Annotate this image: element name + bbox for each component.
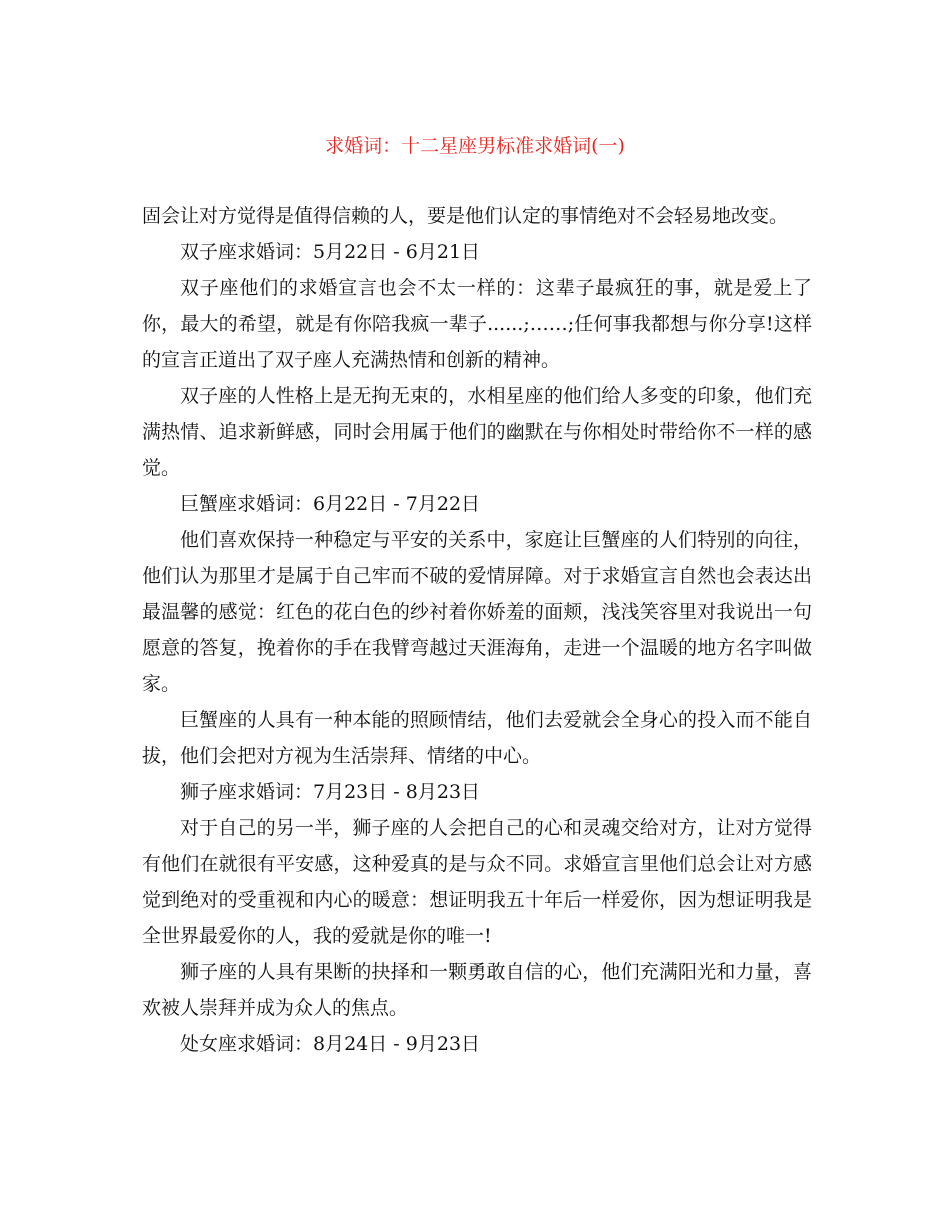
paragraph: 双子座的人性格上是无拘无束的，水相星座的他们给人多变的印象，他们充满热情、追求新鲜感，同时会用属于他们的幽默在与你相处时带给你不一样的感觉。 <box>142 385 812 479</box>
paragraph: 双子座他们的求婚宣言也会不太一样的：这辈子最疯狂的事，就是爱上了你，最大的希望，就是有你陪我疯一辈子......;……;任何事我都想与你分享!这样的宣言正道出了双子座人充满热情和创新的精神。 <box>142 277 812 371</box>
paragraph: 对于自己的另一半，狮子座的人会把自己的心和灵魂交给对方，让对方觉得有他们在就很有平安感，这种爱真的是与众不同。求婚宣言里他们总会让对方感觉到绝对的受重视和内心的暖意：想证明我五十年后一样爱你，因为想证明我是全世界最爱你的人，我的爱就是你的唯一! <box>142 817 812 947</box>
paragraph: 他们喜欢保持一种稳定与平安的关系中，家庭让巨蟹座的人们特别的向往，他们认为那里才是属于自己牢而不破的爱情屏障。对于求婚宣言自然也会表达出最温馨的感觉：红色的花白色的纱衬着你娇羞的面颊，浅浅笑容里对我说出一句愿意的答复，挽着你的手在我臂弯越过天涯海角，走进一个温暖的地方名字叫做家。 <box>142 529 812 695</box>
section-heading-leo: 狮子座求婚词：7月23日 - 8月23日 <box>180 781 481 803</box>
paragraph: 巨蟹座的人具有一种本能的照顾情结，他们去爱就会全身心的投入而不能自拔，他们会把对方视为生活崇拜、情绪的中心。 <box>142 709 812 767</box>
document-title: 求婚词：十二星座男标准求婚词(一) <box>325 135 625 157</box>
section-heading-cancer: 巨蟹座求婚词：6月22日 - 7月22日 <box>180 493 481 515</box>
paragraph-continuation: 固会让对方觉得是值得信赖的人，要是他们认定的事情绝对不会轻易地改变。 <box>142 205 789 227</box>
section-heading-virgo: 处女座求婚词：8月24日 - 9月23日 <box>180 1033 481 1055</box>
document-body <box>142 198 812 1062</box>
paragraph: 狮子座的人具有果断的抉择和一颗勇敢自信的心，他们充满阳光和力量，喜欢被人崇拜并成为众人的焦点。 <box>142 961 812 1019</box>
section-heading-gemini: 双子座求婚词：5月22日 - 6月21日 <box>180 241 481 263</box>
